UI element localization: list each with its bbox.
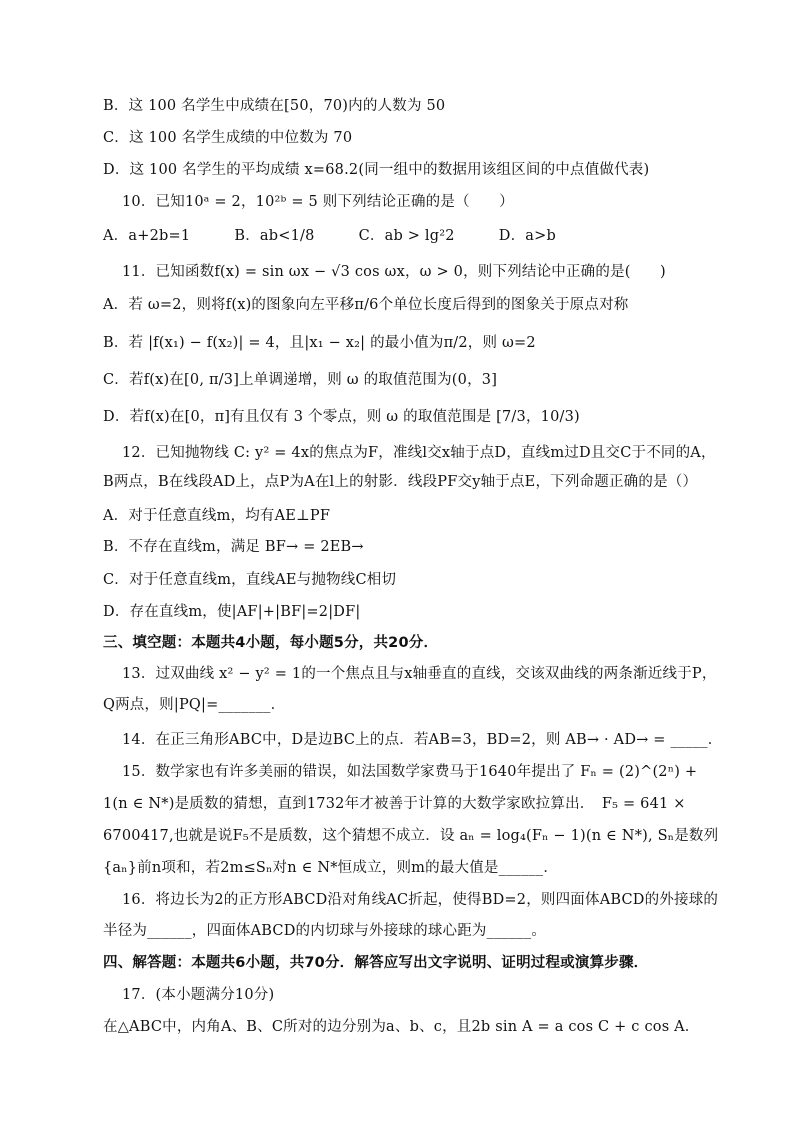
text-line: D．这 100 名学生的平均成绩 x=68.2(同一组中的数据用该组区间的中点值做代表)	[103, 162, 650, 178]
text-line: C．这 100 名学生成绩的中位数为 70	[103, 130, 353, 146]
text-line: 10．已知10ᵃ = 2，10²ᵇ = 5 则下列结论正确的是（ ）	[122, 194, 514, 210]
text-line: A．对于任意直线m，均有AE⊥PF	[103, 508, 331, 524]
text-line: C．若f(x)在[0, π/3]上单调递增，则 ω 的取值范围为(0，3]	[103, 372, 498, 388]
text-line: D．存在直线m，使|AF|+|BF|=2|DF|	[103, 604, 361, 620]
text-line: 14．在正三角形ABC中，D是边BC上的点．若AB=3，BD=2，则 AB→ · AD→ = _____．	[122, 732, 723, 748]
text-line: 12．已知抛物线 C: y² = 4x的焦点为F，准线l交x轴于点D，直线m过D且交C于不同的A，	[122, 445, 716, 461]
text-line: 16．将边长为2的正方形ABCD沿对角线AC折起，使得BD=2，则四面体ABCD的外接球的	[122, 892, 719, 908]
text-line: {aₙ}前n项和，若2m≤Sₙ对n ∈ N*恒成立，则m的最大值是______．	[103, 860, 559, 876]
text-line: C．对于任意直线m，直线AE与抛物线C相切	[103, 572, 397, 588]
text-line: D．若f(x)在[0，π]有且仅有 3 个零点，则 ω 的取值范围是 [7/3，10/3)	[103, 409, 580, 425]
text-line: 15．数学家也有许多美丽的错误，如法国数学家费马于1640年提出了 Fₙ = (2)^(2ⁿ) +	[122, 764, 698, 780]
text-line: B．若 |f(x₁) − f(x₂)| = 4，且|x₁ − x₂| 的最小值为π/2，则 ω=2	[103, 335, 536, 351]
text-line: A．若 ω=2，则将f(x)的图象向左平移π/6个单位长度后得到的图象关于原点对称	[103, 297, 629, 313]
section-heading: 三、填空题：本题共4小题，每小题5分，共20分．	[103, 635, 439, 651]
text-line: B两点，B在线段AD上，点P为A在l上的射影．线段PF交y轴于点E，下列命题正确的是（）	[103, 474, 698, 490]
text-line: 6700417,也就是说F₅不是质数，这个猜想不成立．设 aₙ = log₄(Fₙ − 1)(n ∈ N*), Sₙ是数列	[103, 828, 719, 844]
text-line: 17．(本小题满分10分)	[122, 987, 275, 1003]
text-line: A．a+2b=1 B．ab<1/8 C．ab > lg²2 D．a>b	[103, 228, 556, 244]
text-line: B．不存在直线m，满足 BF→ = 2EB→	[103, 539, 364, 555]
text-line: 在△ABC中，内角A、B、C所对的边分别为a、b、c，且2b sin A = a cos C + c cos A．	[103, 1019, 700, 1035]
text-line: 13．过双曲线 x² − y² = 1的一个焦点且与x轴垂直的直线，交该双曲线的两条渐近线于P，	[122, 666, 717, 682]
text-line: B．这 100 名学生中成绩在[50，70)内的人数为 50	[103, 98, 446, 114]
text-line: Q两点，则|PQ|=_______．	[103, 697, 286, 713]
text-line: 1(n ∈ N*)是质数的猜想，直到1732年才被善于计算的大数学家欧拉算出． F₅ = 641 ×	[103, 796, 686, 812]
text-line: 半径为______，四面体ABCD的内切球与外接球的球心距为______。	[103, 923, 547, 939]
text-line: 11．已知函数f(x) = sin ωx − √3 cos ωx，ω > 0，则下列结论中正确的是( )	[122, 264, 666, 280]
section-heading: 四、解答题：本题共6小题，共70分．解答应写出文字说明、证明过程或演算步骤．	[103, 955, 649, 971]
